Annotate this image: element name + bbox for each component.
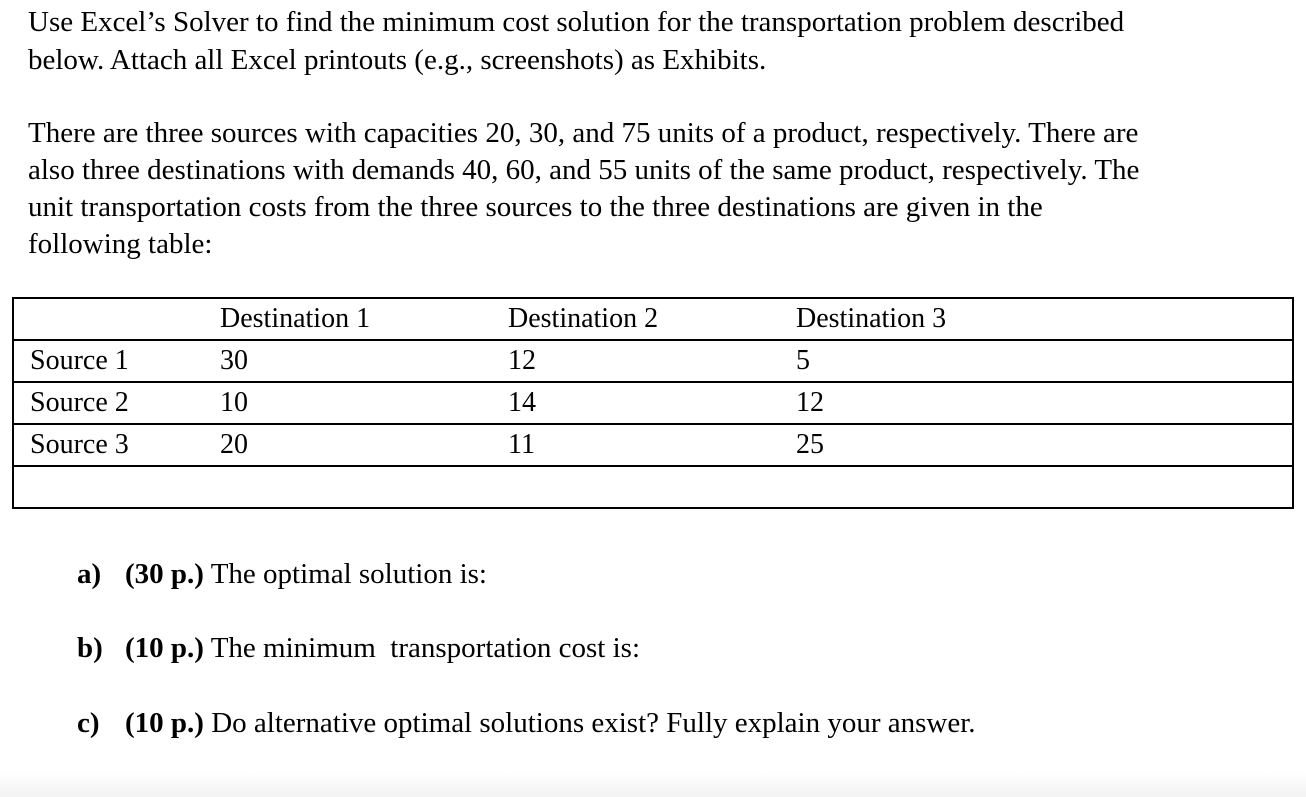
cost-cell: 14 [508,382,796,424]
table-row [13,340,1293,382]
empty-cell [796,466,1293,508]
table-empty-row [13,466,1293,508]
cost-cell: 25 [796,424,1293,466]
cost-cell: 20 [220,424,508,466]
problem-description-line-4: following table: [28,228,213,260]
instruction-line-1: Use Excel’s Solver to find the minimum cost solution for the transportation problem described [28,6,1125,38]
question-b [77,630,640,667]
question-c [77,705,976,742]
row-source-label: Source 2 [13,382,220,424]
cost-cell: 5 [796,340,1293,382]
question-a-label: a) [77,558,102,590]
problem-description-line-3: unit transportation costs from the three sources to the three destinations are given in the [28,191,1043,223]
question-b-label: b) [77,632,103,664]
question-a-text: The optimal solution is: [210,558,487,590]
row-source-label: Source 1 [13,340,220,382]
question-a [77,556,487,593]
row-source-label: Source 3 [13,424,220,466]
empty-cell [508,466,796,508]
header-destination-1: Destination 1 [220,298,508,340]
cost-cell: 12 [508,340,796,382]
question-a-points: (30 p.) [125,558,204,590]
empty-cell [13,466,220,508]
question-b-text: The minimum transportation cost is: [210,632,640,664]
problem-description-line-1: There are three sources with capacities 20, 30, and 75 units of a product, respectively. There are [28,117,1139,149]
cost-cell: 30 [220,340,508,382]
cost-cell: 11 [508,424,796,466]
table-row [13,382,1293,424]
problem-description-line-2: also three destinations with demands 40, 60, and 55 units of the same product, respectively. The [28,154,1140,186]
table-row [13,424,1293,466]
header-destination-3: Destination 3 [796,298,1293,340]
question-c-label: c) [77,707,100,739]
cost-cell: 10 [220,382,508,424]
header-destination-2: Destination 2 [508,298,796,340]
table-header-row [13,298,1293,340]
cost-cell: 12 [796,382,1293,424]
page-bottom-shadow [0,772,1306,797]
table-header-corner [13,298,220,340]
empty-cell [220,466,508,508]
question-c-text: Do alternative optimal solutions exist? Fully explain your answer. [211,707,976,739]
instruction-line-2: below. Attach all Excel printouts (e.g., screenshots) as Exhibits. [28,44,767,76]
question-b-points: (10 p.) [125,632,204,664]
transportation-cost-table [12,297,1294,509]
question-c-points: (10 p.) [125,707,204,739]
